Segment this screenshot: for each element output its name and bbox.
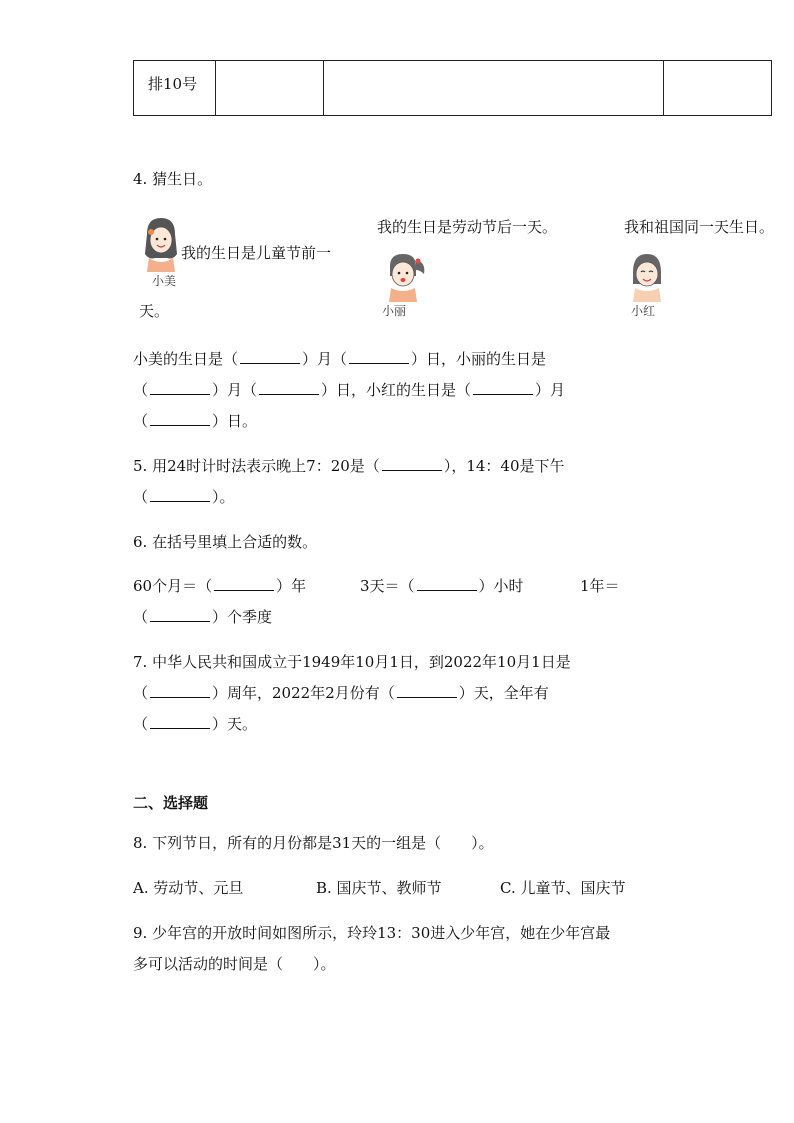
question-8-option-b[interactable]: B. 国庆节、教师节 — [316, 879, 442, 897]
answer-blank[interactable] — [150, 382, 210, 395]
answer-blank[interactable] — [417, 578, 477, 591]
table-cell: 排10号 — [148, 75, 198, 93]
speech-xiaomei-end: 天。 — [139, 302, 170, 320]
question-6-part-c: 1年＝ — [580, 577, 620, 595]
text: 小美的生日是（ — [133, 350, 239, 368]
text: （ — [133, 608, 149, 626]
text: 3天＝（ — [360, 577, 415, 595]
answer-blank[interactable] — [150, 716, 210, 729]
question-5-line-1 — [133, 456, 565, 476]
answer-blank[interactable] — [382, 458, 442, 471]
text: 5. 用24时计时法表示晚上7：20是（ — [133, 457, 380, 475]
question-6-line-2 — [133, 607, 272, 627]
text: ）天。 — [212, 715, 258, 733]
answer-blank[interactable] — [473, 382, 533, 395]
answer-blank[interactable] — [349, 351, 409, 364]
section-title-choice: 二、选择题 — [133, 794, 209, 812]
girl-xiaomei-icon — [137, 214, 185, 274]
question-6-part-b — [360, 576, 524, 596]
caption-xiaomei: 小美 — [152, 274, 177, 288]
question-5-line-2 — [133, 487, 235, 507]
question-4-title: 4. 猜生日。 — [133, 170, 213, 188]
speech-xiaomei: 我的生日是儿童节前一 — [181, 244, 332, 262]
text: ）月 — [535, 381, 566, 399]
text: ）月（ — [212, 381, 258, 399]
table-divider — [323, 61, 324, 115]
answer-blank[interactable] — [150, 609, 210, 622]
question-8-option-a[interactable]: A. 劳动节、元旦 — [133, 879, 244, 897]
question-4-line-3 — [133, 411, 257, 431]
text: （ — [133, 412, 149, 430]
text: ）周年，2022年2月份有（ — [212, 684, 395, 702]
answer-blank[interactable] — [397, 685, 457, 698]
girl-xiaoli-icon — [378, 250, 428, 302]
text: ）月（ — [302, 350, 348, 368]
text: ），14：40是下午 — [443, 457, 565, 475]
text: ）日，小丽的生日是 — [411, 350, 547, 368]
text: ）年 — [276, 577, 307, 595]
answer-blank[interactable] — [150, 685, 210, 698]
table-divider — [215, 61, 216, 115]
caption-xiaohong: 小红 — [631, 304, 656, 318]
text: （ — [133, 381, 149, 399]
question-9-line-1: 9. 少年宫的开放时间如图所示，玲玲13：30进入少年宫，她在少年宫最 — [133, 924, 611, 942]
answer-blank[interactable] — [150, 489, 210, 502]
question-4-line-2 — [133, 380, 565, 400]
question-6-title: 6. 在括号里填上合适的数。 — [133, 533, 318, 551]
answer-blank[interactable] — [240, 351, 300, 364]
answer-blank[interactable] — [214, 578, 274, 591]
answer-blank[interactable] — [150, 413, 210, 426]
girl-xiaohong-icon — [625, 250, 669, 302]
text: （ — [133, 488, 149, 506]
text: ）日。 — [212, 412, 258, 430]
question-9-line-2: 多可以活动的时间是（ ）。 — [133, 955, 336, 973]
text: ）个季度 — [212, 608, 273, 626]
text: （ — [133, 684, 149, 702]
answer-blank[interactable] — [259, 382, 319, 395]
schedule-table — [133, 60, 772, 116]
text: ）天，全年有 — [458, 684, 549, 702]
text: 60个月＝（ — [133, 577, 213, 595]
text: ）小时 — [478, 577, 524, 595]
caption-xiaoli: 小丽 — [382, 304, 407, 318]
question-7-line-1: 7. 中华人民共和国成立于1949年10月1日，到2022年10月1日是 — [133, 653, 571, 671]
question-8-text: 8. 下列节日，所有的月份都是31天的一组是（ ）。 — [133, 834, 494, 852]
text: （ — [133, 715, 149, 733]
table-divider — [663, 61, 664, 115]
question-6-line-1 — [133, 576, 306, 596]
question-4-line-1 — [133, 349, 546, 369]
question-8-option-c[interactable]: C. 儿童节、国庆节 — [500, 879, 626, 897]
text: ）。 — [212, 488, 235, 506]
speech-xiaohong: 我和祖国同一天生日。 — [624, 218, 775, 236]
question-7-line-2 — [133, 683, 549, 703]
speech-xiaoli: 我的生日是劳动节后一天。 — [377, 218, 558, 236]
question-7-line-3 — [133, 714, 257, 734]
text: ）日，小红的生日是（ — [321, 381, 472, 399]
